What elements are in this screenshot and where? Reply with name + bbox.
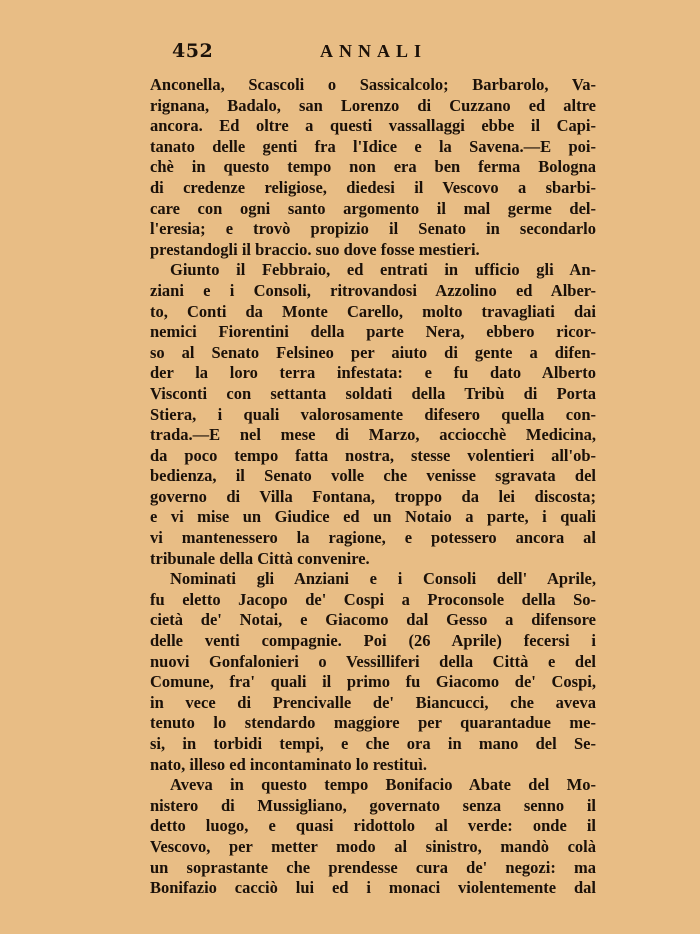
text-line: bedienza, il Senato volle che venisse sgravata del	[150, 466, 596, 486]
text-line: der la loro terra infestata: e fu dato Alberto	[150, 363, 596, 383]
body-text	[150, 75, 596, 899]
text-line: tanato delle genti fra l'Idice e la Savena.—E poi-	[150, 136, 596, 156]
text-line: Bonifazio cacciò lui ed i monaci violentemente dal	[150, 878, 596, 898]
text-line: si, in torbidi tempi, e che ora in mano del Se-	[150, 734, 596, 753]
text-line: so al Senato Felsineo per aiuto di gente a difen-	[150, 342, 596, 362]
text-line: ziani e i Consoli, ritrovandosi Azzolino ed Alber-	[150, 280, 596, 300]
text-line: cietà de' Notai, e Giacomo dal Gesso a difensore	[150, 610, 596, 630]
text-line: Stiera, i quali valorosamente difesero quella con-	[150, 404, 596, 424]
page-number: 452	[172, 40, 214, 62]
text-line: trada.—E nel mese di Marzo, acciocchè Medicina,	[150, 425, 596, 445]
text-line: vi mantenessero la ragione, e potessero ancora al	[150, 528, 596, 548]
text-line: delle venti compagnie. Poi (26 Aprile) fecersi i	[150, 631, 596, 651]
text-line: in vece di Prencivalle de' Biancucci, che aveva	[150, 692, 596, 712]
text-line: ancora. Ed oltre a questi vassallaggi ebbe il Capi-	[150, 116, 596, 136]
paragraph-first-line: Nominati gli Anziani e i Consoli dell' Aprile,	[170, 569, 596, 589]
text-line: governo di Villa Fontana, troppo da lei discosta;	[150, 486, 596, 506]
text-line: Anconella, Scascoli o Sassicalcolo; Barbarolo, Va-	[150, 75, 596, 94]
text-line: fu eletto Jacopo de' Cospi a Proconsole della So-	[150, 589, 596, 609]
text-line: nuovi Gonfalonieri o Vessilliferi della Città e del	[150, 651, 596, 671]
text-line: rignana, Badalo, san Lorenzo di Cuzzano ed altre	[150, 95, 596, 115]
text-line: da poco tempo fatta nostra, stesse volentieri all'ob-	[150, 445, 596, 465]
text-line: di credenze religiose, diedesi il Vescovo a sbarbi-	[150, 177, 596, 197]
paragraph-first-line: Aveva in questo tempo Bonifacio Abate del Mo-	[170, 775, 596, 795]
text-line: chè in questo tempo non era ben ferma Bologna	[150, 157, 596, 177]
text-line: care con ogni santo argomento il mal germe del-	[150, 198, 596, 218]
text-line: detto luogo, e quasi ridottolo al verde: onde il	[150, 816, 596, 836]
page-header	[172, 40, 602, 66]
paragraph-first-line: Giunto il Febbraio, ed entrati in ufficio gli An-	[170, 260, 596, 280]
text-line: nato, illeso ed incontaminato lo restituì.	[150, 754, 427, 774]
text-line: prestandogli il braccio. suo dove fosse mestieri.	[150, 239, 480, 259]
text-line: Comune, fra' quali il primo fu Giacomo de' Cospi,	[150, 672, 596, 692]
text-line: to, Conti da Monte Carello, molto travagliati dai	[150, 301, 596, 321]
text-line: l'eresia; e trovò propizio il Senato in secondarlo	[150, 219, 596, 239]
text-line: tenuto lo stendardo maggiore per quarantadue me-	[150, 713, 596, 733]
running-head: ANNALI	[320, 41, 428, 61]
text-line: un soprastante che prendesse cura de' negozi: ma	[150, 857, 596, 877]
text-line: nistero di Mussigliano, governato senza senno il	[150, 795, 596, 815]
text-line: e vi mise un Giudice ed un Notaio a parte, i quali	[150, 507, 596, 527]
text-line: Vescovo, per metter modo al sinistro, mandò colà	[150, 836, 596, 856]
text-line: tribunale della Città convenire.	[150, 548, 370, 568]
text-line: Visconti con settanta soldati della Tribù di Porta	[150, 383, 596, 403]
text-line: nemici Fiorentini della parte Nera, ebbero ricor-	[150, 322, 596, 342]
